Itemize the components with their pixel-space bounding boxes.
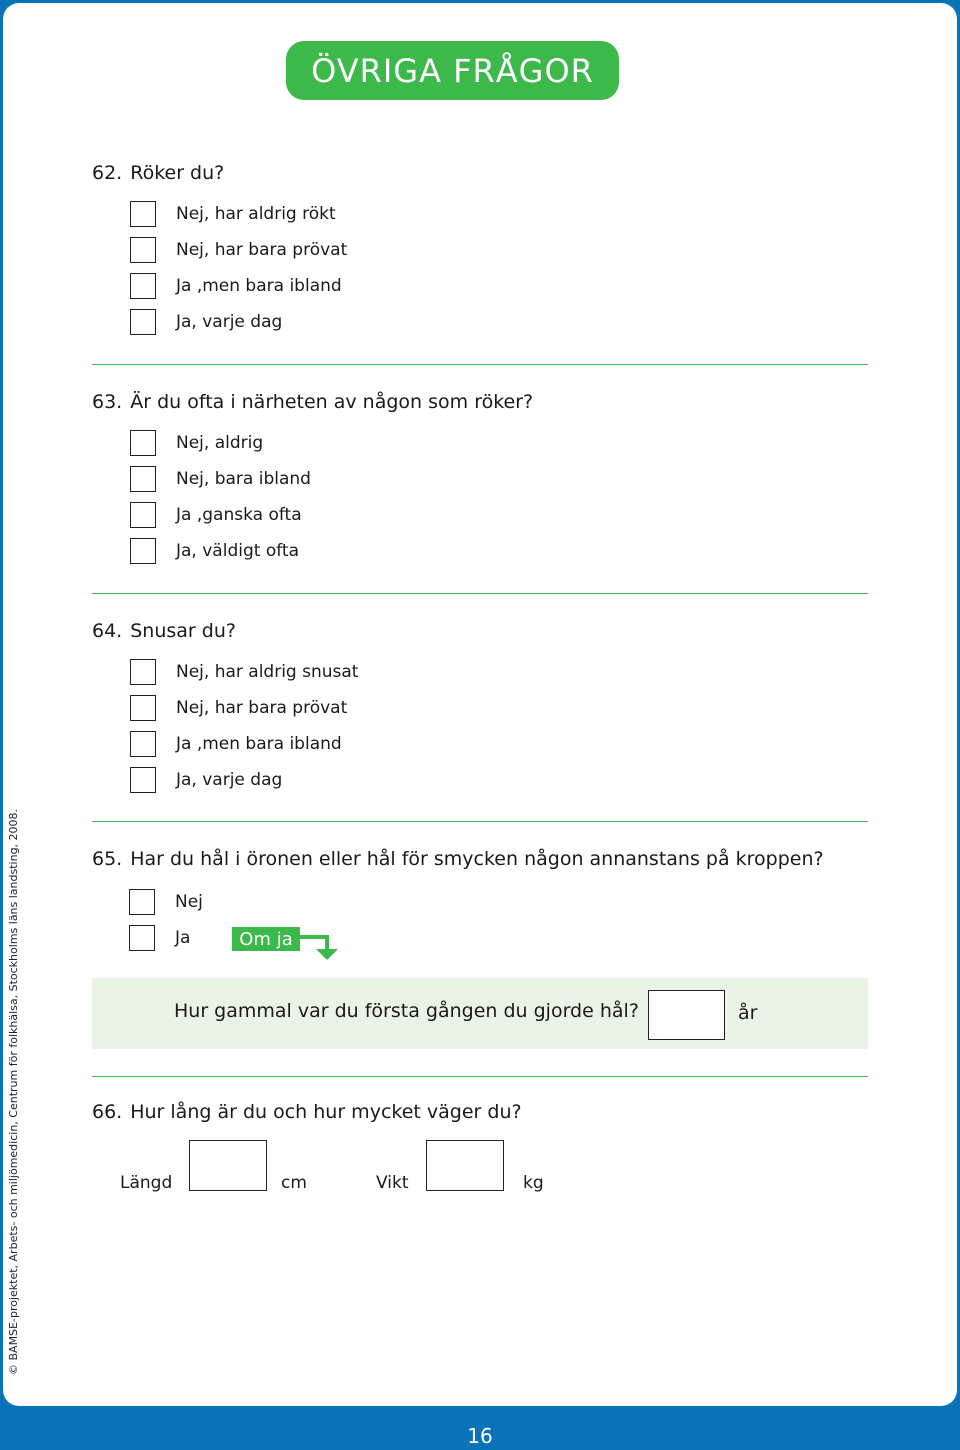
option-label: Nej, aldrig (176, 433, 264, 453)
question-text: Är du ofta i närheten av någon som röker? (130, 391, 534, 413)
question-number: 63. (92, 391, 123, 413)
option-label: Ja ,men bara ibland (176, 734, 342, 754)
checkbox[interactable] (130, 659, 156, 685)
option-label: Ja, varje dag (176, 312, 283, 332)
divider (92, 1076, 868, 1077)
checkbox[interactable] (130, 731, 156, 757)
option-label: Nej, har bara prövat (176, 698, 348, 718)
arrow-down-segment (325, 935, 329, 949)
option-label: Ja ,ganska ofta (176, 505, 302, 525)
height-input-box[interactable] (189, 1140, 267, 1191)
option-label: Nej, bara ibland (176, 469, 311, 489)
checkbox[interactable] (130, 695, 156, 721)
followup-panel (92, 978, 868, 1049)
checkbox[interactable] (130, 767, 156, 793)
option-label: Nej, har bara prövat (176, 240, 348, 260)
age-input-box[interactable] (648, 990, 725, 1040)
question-62 (92, 162, 224, 184)
question-text: Röker du? (130, 162, 225, 184)
checkbox[interactable] (130, 430, 156, 456)
questionnaire-page (3, 3, 957, 1406)
option-label: Ja, varje dag (176, 770, 283, 790)
weight-unit: kg (523, 1173, 544, 1193)
option-label: Nej, har aldrig rökt (176, 204, 336, 224)
height-unit: cm (281, 1173, 307, 1193)
question-63 (92, 391, 533, 413)
question-number: 62. (92, 162, 123, 184)
divider (92, 821, 868, 822)
checkbox[interactable] (130, 466, 156, 492)
checkbox[interactable] (129, 925, 155, 951)
question-text: Snusar du? (130, 620, 236, 642)
copyright-credit: © BAMSE-projektet, Arbets- och miljömedicin, Centrum för folkhälsa, Stockholms läns landsting, 2008. (7, 808, 20, 1375)
option-label: Ja, väldigt ofta (176, 541, 299, 561)
arrow-down-icon (316, 949, 338, 960)
question-text: Hur lång är du och hur mycket väger du? (130, 1101, 522, 1123)
divider (92, 593, 868, 594)
question-64 (92, 620, 236, 642)
checkbox[interactable] (130, 201, 156, 227)
checkbox[interactable] (130, 502, 156, 528)
question-number: 65. (92, 848, 123, 870)
option-label: Ja ,men bara ibland (176, 276, 342, 296)
question-number: 64. (92, 620, 123, 642)
height-label: Längd (120, 1173, 173, 1193)
weight-label: Vikt (376, 1173, 409, 1193)
question-65 (92, 848, 824, 870)
question-number: 66. (92, 1101, 123, 1123)
page-number: 16 (467, 1424, 493, 1448)
checkbox[interactable] (130, 237, 156, 263)
option-label: Ja (175, 928, 191, 948)
checkbox[interactable] (130, 273, 156, 299)
divider (92, 364, 868, 365)
option-label: Nej (175, 892, 203, 912)
weight-input-box[interactable] (426, 1140, 504, 1191)
checkbox[interactable] (130, 538, 156, 564)
question-text: Har du hål i öronen eller hål för smycken någon annanstans på kroppen? (130, 848, 824, 870)
checkbox[interactable] (129, 889, 155, 915)
followup-question: Hur gammal var du första gången du gjorde hål? (174, 1000, 639, 1022)
question-66 (92, 1101, 522, 1123)
age-unit: år (738, 1002, 758, 1024)
section-title: ÖVRIGA FRÅGOR (286, 41, 619, 100)
checkbox[interactable] (130, 309, 156, 335)
if-yes-label: Om ja (232, 927, 300, 951)
option-label: Nej, har aldrig snusat (176, 662, 359, 682)
